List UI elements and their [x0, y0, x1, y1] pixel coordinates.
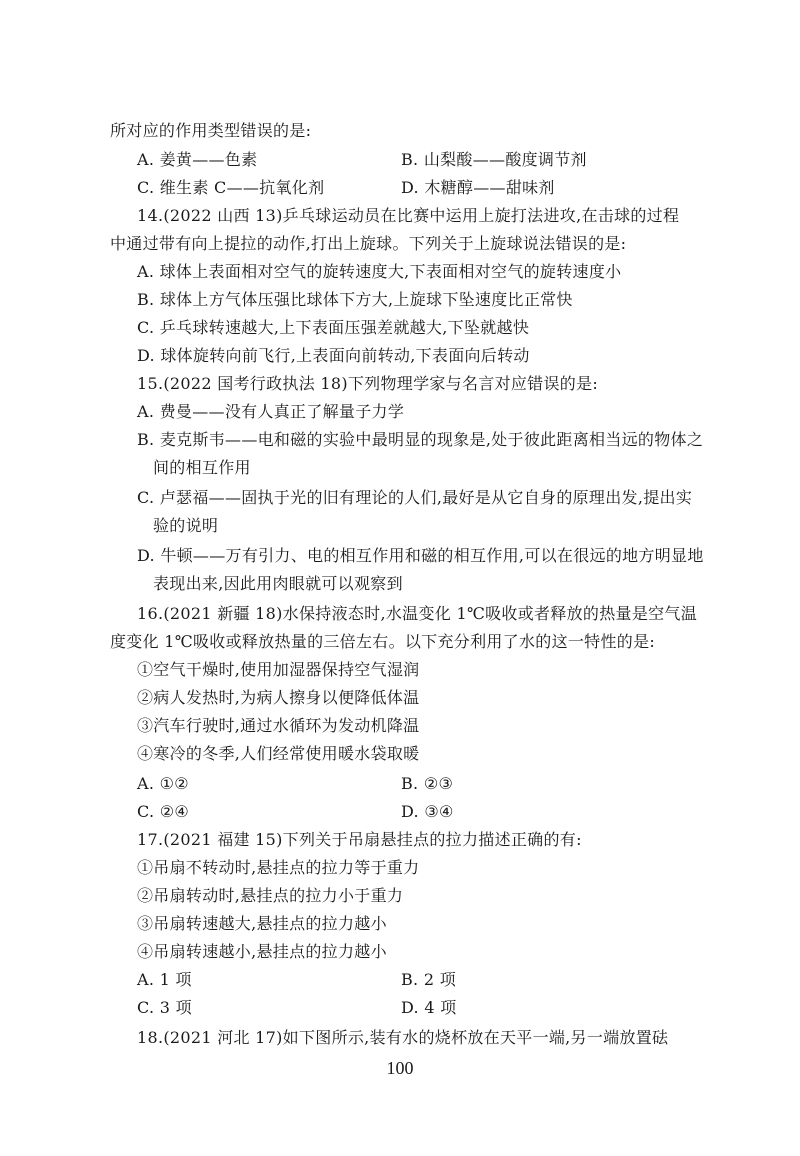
statement-4: ④吊扇转速越小,悬挂点的拉力越小 [137, 942, 387, 961]
question-17: 17.(2021 福建 15)下列关于吊扇悬挂点的拉力描述正确的有: [137, 830, 582, 849]
text-line: 中通过带有向上提拉的动作,打出上旋球。下列关于上旋球说法错误的是: [110, 234, 627, 253]
option-d: D. 木糖醇——甜味剂 [401, 178, 555, 197]
option-b: B. 麦克斯韦——电和磁的实验中最明显的现象是,处于彼此距离相当远的物体之 [137, 430, 704, 449]
question-15: 15.(2022 国考行政执法 18)下列物理学家与名言对应错误的是: [137, 374, 599, 393]
text-line: 所对应的作用类型错误的是: [110, 121, 312, 140]
option-c: C. 维生素 C——抗氧化剂 [137, 178, 325, 197]
option-b: B. 山梨酸——酸度调节剂 [401, 150, 587, 169]
option-a: A. ①② [137, 774, 189, 793]
option-a: A. 姜黄——色素 [137, 150, 258, 169]
option-c: C. ②④ [137, 802, 190, 821]
option-c: C. 3 项 [137, 998, 192, 1017]
option-d: D. 牛顿——万有引力、电的相互作用和磁的相互作用,可以在很远的地方明显地 [137, 546, 704, 565]
option-b: B. ②③ [401, 774, 454, 793]
option-b-cont: 间的相互作用 [153, 458, 251, 477]
option-c: C. 乒乓球转速越大,上下表面压强差就越大,下坠就越快 [137, 318, 530, 337]
option-c: C. 卢瑟福——固执于光的旧有理论的人们,最好是从它自身的原理出发,提出实 [137, 488, 693, 507]
statement-3: ③吊扇转速越大,悬挂点的拉力越小 [137, 914, 387, 933]
option-a: A. 球体上表面相对空气的旋转速度大,下表面相对空气的旋转速度小 [137, 262, 622, 281]
statement-3: ③汽车行驶时,通过水循环为发动机降温 [137, 716, 420, 735]
question-14: 14.(2022 山西 13)乒乓球运动员在比赛中运用上旋打法进攻,在击球的过程 [137, 206, 680, 225]
statement-1: ①吊扇不转动时,悬挂点的拉力等于重力 [137, 858, 420, 877]
option-d: D. ③④ [401, 802, 454, 821]
option-c-cont: 验的说明 [153, 516, 219, 535]
question-18: 18.(2021 河北 17)如下图所示,装有水的烧杯放在天平一端,另一端放置砝 [137, 1028, 669, 1047]
statement-4: ④寒冷的冬季,人们经常使用暖水袋取暖 [137, 744, 420, 763]
option-d: D. 球体旋转向前飞行,上表面向前转动,下表面向后转动 [137, 346, 530, 365]
option-a: A. 1 项 [137, 970, 192, 989]
option-d: D. 4 项 [401, 998, 457, 1017]
option-b: B. 球体上方气体压强比球体下方大,上旋球下坠速度比正常快 [137, 290, 573, 309]
option-a: A. 费曼——没有人真正了解量子力学 [137, 402, 405, 421]
statement-2: ②吊扇转动时,悬挂点的拉力小于重力 [137, 886, 404, 905]
page-number: 100 [386, 1058, 414, 1078]
question-16: 16.(2021 新疆 18)水保持液态时,水温变化 1℃吸收或者释放的热量是空气温 [137, 604, 698, 623]
option-b: B. 2 项 [401, 970, 456, 989]
text-line: 度变化 1℃吸收或释放热量的三倍左右。以下充分利用了水的这一特性的是: [110, 632, 656, 651]
statement-2: ②病人发热时,为病人擦身以便降低体温 [137, 688, 420, 707]
option-d-cont: 表现出来,因此用肉眼就可以观察到 [153, 574, 403, 593]
statement-1: ①空气干燥时,使用加湿器保持空气湿润 [137, 660, 420, 679]
